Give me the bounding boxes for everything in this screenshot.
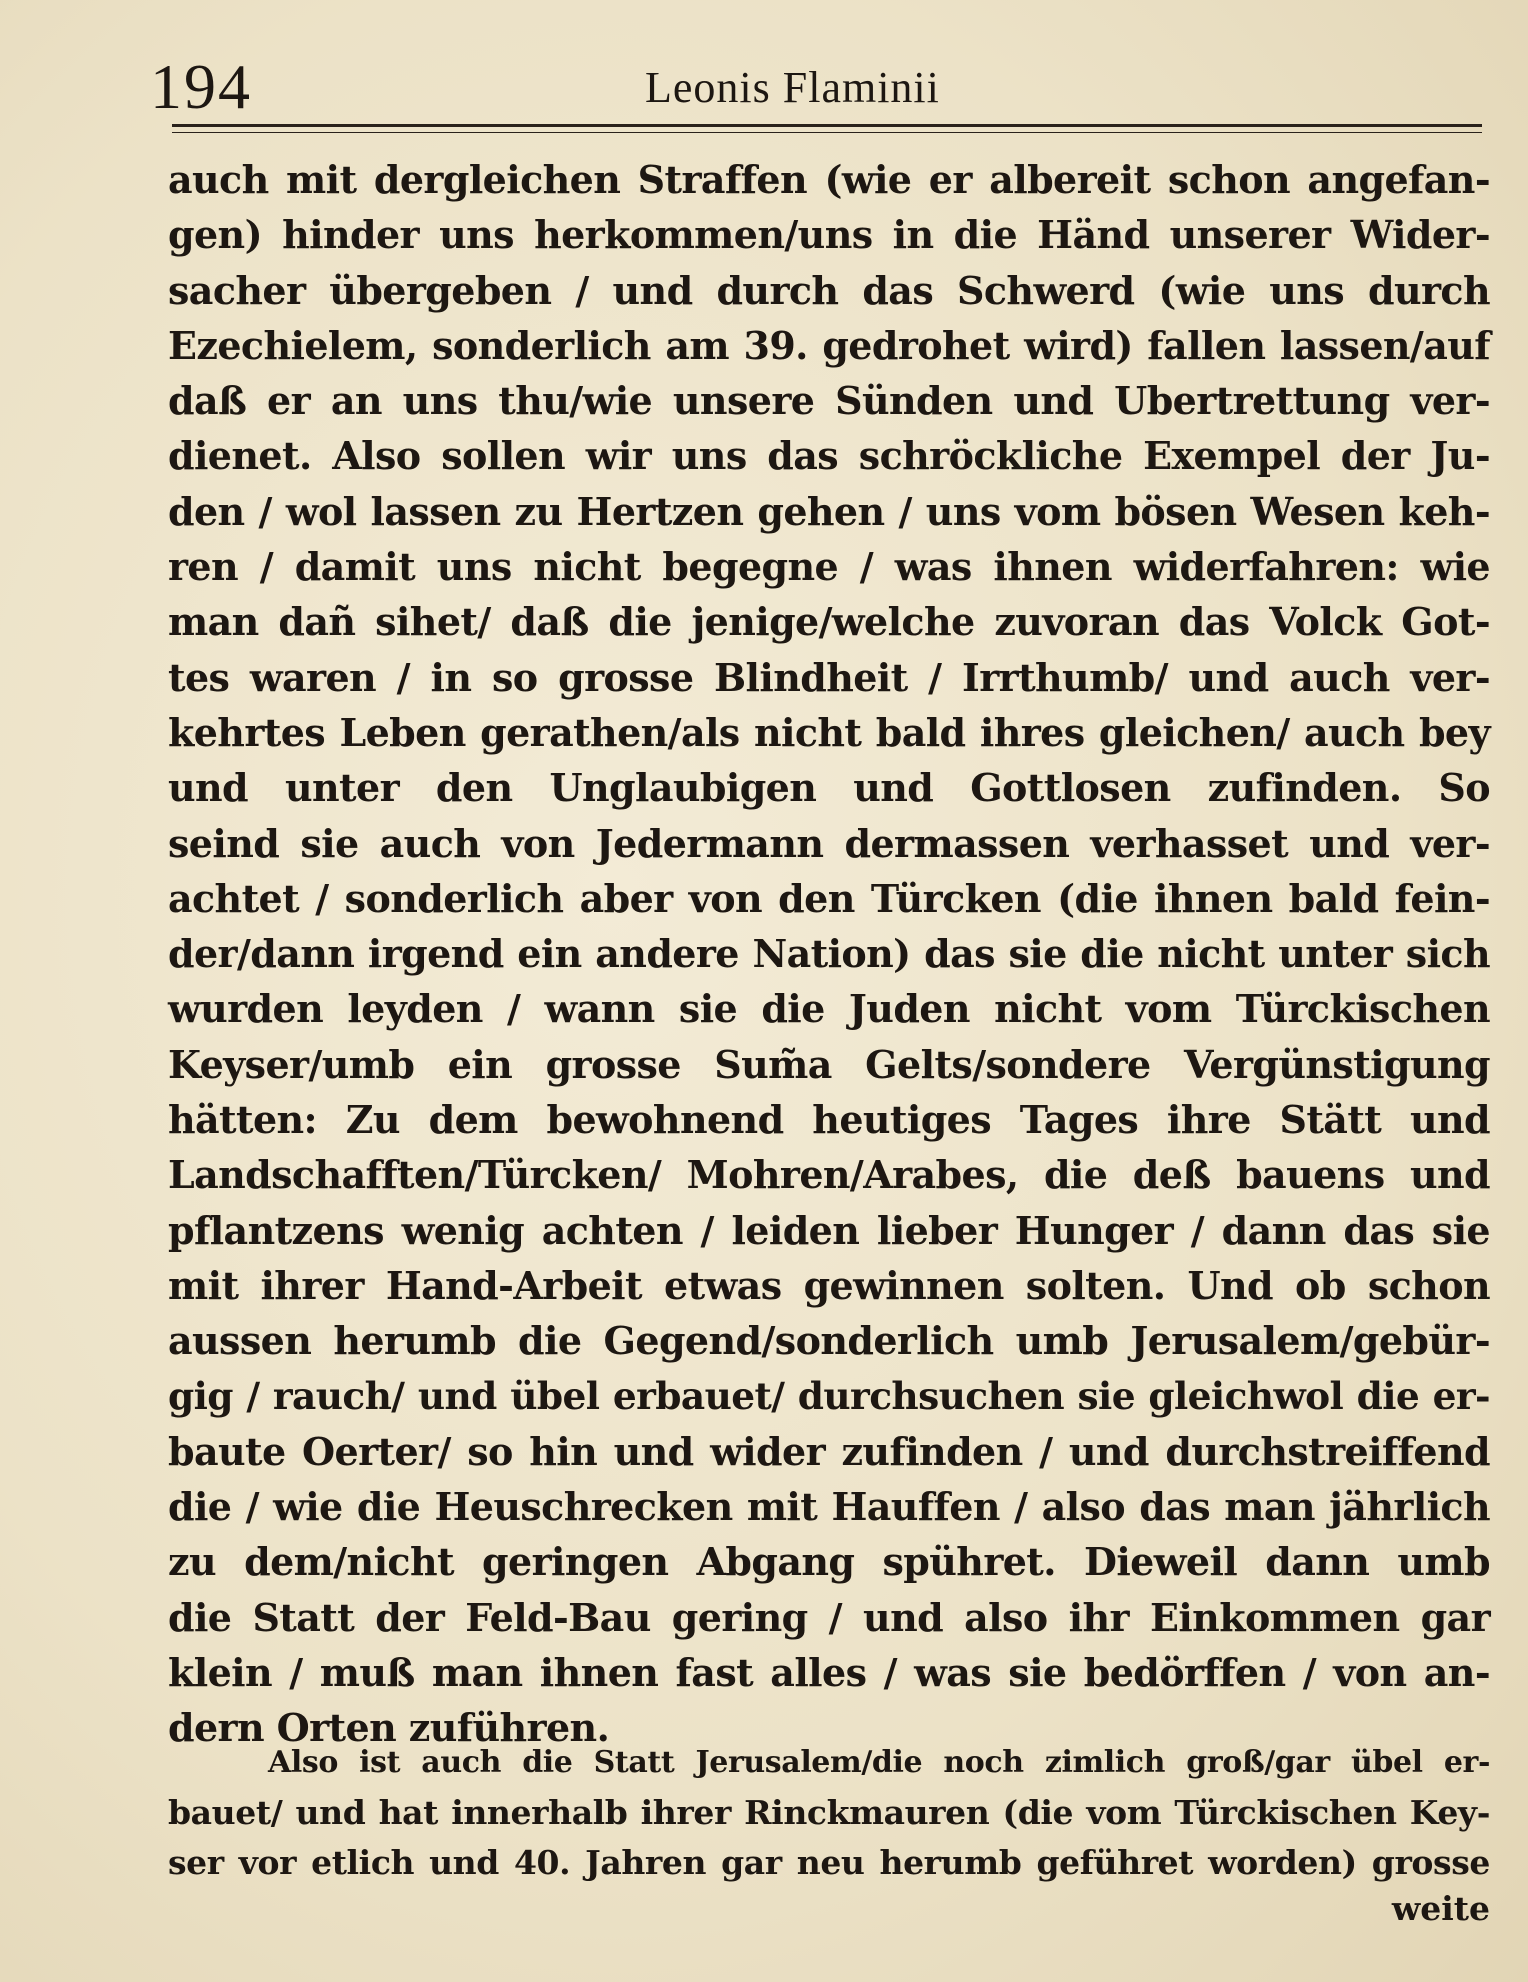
text-line: ren / damit uns nicht begegne / was ihnen widerfahren: wie bbox=[168, 544, 1490, 590]
text-line: achtet / sonderlich aber von den Türcken (die ihnen bald fein- bbox=[168, 875, 1490, 921]
header-rule bbox=[172, 124, 1482, 133]
text-line: auch mit dergleichen Straffen (wie er albereit schon angefan- bbox=[168, 157, 1490, 202]
text-line: dienet. Also sollen wir uns das schröckliche Exempel der Ju- bbox=[168, 433, 1490, 479]
text-line: seind sie auch von Jedermann dermassen verhasset und ver- bbox=[168, 820, 1490, 866]
text-line: wurden leyden / wann sie die Juden nicht vom Türckischen bbox=[168, 986, 1490, 1032]
second-paragraph bbox=[168, 1738, 1490, 1888]
text-line: tes waren / in so grosse Blindheit / Irrthumb/ und auch ver- bbox=[168, 654, 1490, 700]
page-number: 194 bbox=[150, 51, 252, 122]
text-line: bauet/ und hat innerhalb ihrer Rinckmauren (die vom Türckischen Key- bbox=[168, 1793, 1490, 1832]
text-line: gig / rauch/ und übel erbauet/ durchsuchen sie gleichwol die er- bbox=[168, 1373, 1490, 1418]
catchword: weite bbox=[1391, 1889, 1490, 1928]
text-line: zu dem/nicht geringen Abgang spühret. Dieweil dann umb bbox=[168, 1539, 1490, 1585]
main-paragraph bbox=[168, 152, 1490, 1756]
text-line: man dañ sihet/ daß die jenige/welche zuvoran das Volck Got- bbox=[168, 599, 1490, 645]
text-line: ser vor etlich und 40. Jahren gar neu herumb geführet worden) grosse bbox=[168, 1843, 1490, 1882]
text-line: Landschafften/Türcken/ Mohren/Arabes, die deß bauens und bbox=[168, 1152, 1490, 1198]
text-line: die Statt der Feld-Bau gering / und also ihr Einkommen gar bbox=[168, 1594, 1490, 1640]
text-line: sacher übergeben / und durch das Schwerd (wie uns durch bbox=[168, 267, 1490, 313]
text-line: aussen herumb die Gegend/sonderlich umb Jerusalem/gebür- bbox=[168, 1318, 1490, 1364]
text-line: und unter den Unglaubigen und Gottlosen zufinden. So bbox=[168, 765, 1490, 811]
text-line: den / wol lassen zu Hertzen gehen / uns vom bösen Wesen keh- bbox=[168, 488, 1490, 534]
text-line: baute Oerter/ so hin und wider zufinden / und durchstreiffend bbox=[168, 1428, 1490, 1474]
text-line: mit ihrer Hand-Arbeit etwas gewinnen solten. Und ob schon bbox=[168, 1262, 1490, 1308]
text-line: gen) hinder uns herkommen/uns in die Händ unserer Wider- bbox=[168, 212, 1490, 258]
text-line: klein / muß man ihnen fast alles / was sie bedörffen / von an- bbox=[168, 1650, 1490, 1696]
text-line: pflantzens wenig achten / leiden lieber Hunger / dann das sie bbox=[168, 1207, 1490, 1253]
page-header bbox=[150, 52, 1480, 122]
text-line: Ezechielem, sonderlich am 39. gedrohet wird) fallen lassen/auf bbox=[168, 322, 1490, 368]
running-head: Leonis Flaminii bbox=[645, 63, 940, 112]
text-line: hätten: Zu dem bewohnend heutiges Tages ihre Stätt und bbox=[168, 1097, 1490, 1143]
text-line: Also ist auch die Statt Jerusalem/die noch zimlich groß/gar übel er- bbox=[268, 1745, 1490, 1780]
text-line: daß er an uns thu/wie unsere Sünden und Ubertrettung ver- bbox=[168, 378, 1490, 424]
text-line: kehrtes Leben gerathen/als nicht bald ihres gleichen/ auch bey bbox=[168, 709, 1490, 755]
text-line: Keyser/umb ein grosse Sum̃a Gelts/sondere Vergünstigung bbox=[168, 1041, 1490, 1087]
text-line: der/dann irgend ein andere Nation) das sie die nicht unter sich bbox=[168, 931, 1490, 977]
text-line: die / wie die Heuschrecken mit Hauffen / also das man jährlich bbox=[168, 1484, 1490, 1530]
text-line: dern Orten zuführen. bbox=[168, 1705, 610, 1751]
